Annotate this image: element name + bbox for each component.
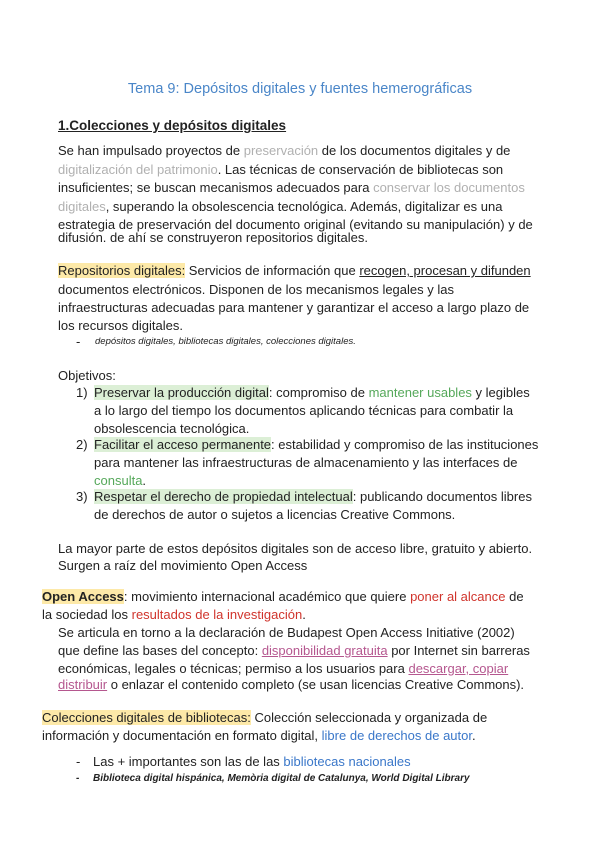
page-title: Tema 9: Depósitos digitales y fuentes hemerográficas: [127, 81, 473, 97]
objective-1: Preservar la producción digital: compromiso de mantener usables y legibles: [94, 385, 530, 400]
repositorios-examples: depósitos digitales, bibliotecas digitales, colecciones digitales.: [95, 336, 356, 347]
bullet-dash: -: [76, 334, 81, 349]
descargar-link: descargar, copiar: [408, 661, 509, 676]
open-access-term: Open Access: [42, 589, 124, 604]
objective-3: Respetar el derecho de propiedad intelectual: publicando documentos libres: [94, 489, 532, 504]
distribuir-link: distribuir: [58, 677, 108, 692]
colecciones-bullet-2: Biblioteca digital hispánica, Memòria digital de Catalunya, World Digital Library: [93, 773, 470, 784]
colecciones-bullet-1: Las + importantes son las de las bibliotecas nacionales: [93, 754, 411, 769]
objective-2: Facilitar el acceso permanente: estabilidad y compromiso de las instituciones: [94, 437, 539, 452]
section-heading: 1.Colecciones y depósitos digitales: [58, 118, 287, 133]
colecciones-term: Colecciones digitales de bibliotecas:: [42, 710, 251, 725]
repositorios-term: Repositorios digitales:: [58, 263, 186, 278]
disponibilidad-link: disponibilidad gratuita: [261, 643, 388, 658]
